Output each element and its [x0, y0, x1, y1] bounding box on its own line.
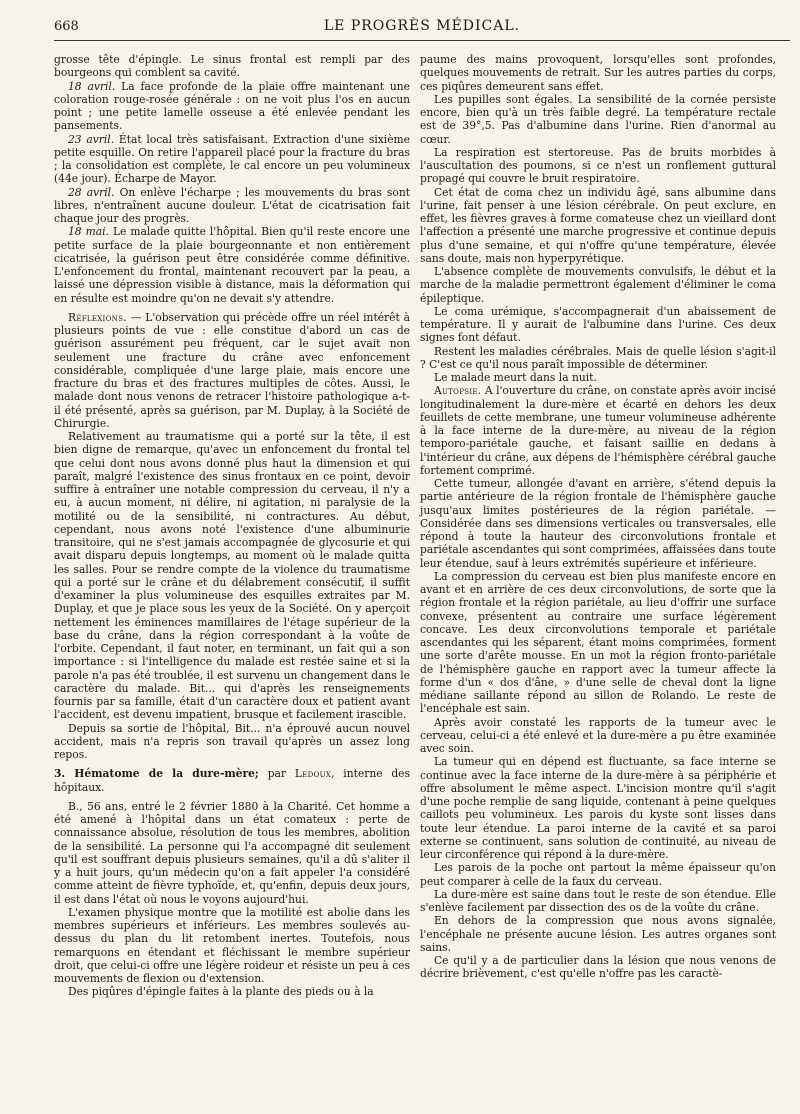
entry-date: 23 avril.	[68, 132, 115, 146]
paragraph: L'absence complète de mouvements convulsifs, le début et la marche de la maladie permettront également d'éliminer le coma épileptique.	[420, 265, 776, 305]
paragraph	[54, 80, 410, 133]
paragraph: Restent les maladies cérébrales. Mais de quelle lésion s'agit-il ? C'est ce qu'il nous paraît impossible de déterminer.	[420, 344, 776, 371]
paragraph: Relativement au traumatisme qui a porté sur la tête, il est bien digne de remarque, qu'avec un enfoncement du frontal tel que celui dont nous avons donné plus haut la dimension et qui paraît, malgré l'existence des sinus frontaux en ce point, devoir suffire à entraîner une notable compression du cerveau, il n'y a eu, à aucun moment, ni délire, ni agitation, ni paralysie de la motilité ou de la sensibilité, ni contractures. Au début, cependant, nous avons noté l'existence d'une albuminurie transitoire, qui ne s'est jamais accompagnée de glycosurie et qui avait disparu depuis longtemps, au moment où le malade quitta les salles. Pour se rendre compte de la violence du traumatisme qui a porté sur le crâne et du délabrement consécutif, il suffit d'examiner la plus volumineuse des esquilles extraites par M. Duplay, et que je place sous les yeux de la Société. On y aperçoit nettement les éminences mamillaires de l'étage supérieur de la base du crâne, dans la région correspondant à la voûte de l'orbite. Cependant, il faut noter, en terminant, un fait qui a son importance : si l'intelligence du malade est restée saine et si la parole n'a pas été troublée, il est survenu un changement dans le caractère du malade. Bit... qui d'après les renseignements fournis par sa famille, était d'un caractère doux et patient avant l'accident, est devenu impatient, brusque et facilement irascible.	[54, 430, 410, 722]
left-column	[54, 53, 410, 999]
entry-date: 18 mai.	[68, 225, 109, 239]
paragraph: La compression du cerveau est bien plus manifeste encore en avant et en arrière de ces deux circonvolutions, de sorte que la région frontale et la région pariétale, au lieu d'offrir une surface convexe, présentent au contraire une surface légèrement concave. Les deux circonvolutions temporale et pariétale ascendantes qui les séparent, étant moins comprimées, forment une sorte d'arête mousse. En un mot la région fronto-pariétale de l'hémisphère gauche en rapport avec la tumeur affecte la forme d'un « dos d'âne, » d'une selle de cheval dont la ligne médiane saillante répond au sillon de Rolando. Le reste de l'encéphale est sain.	[420, 569, 776, 716]
entry-text: État local très satisfaisant. Extraction d'une sixième petite esquille. On retire l'appareil placé pour la fracture du bras ; la consolidation est complète, le cal encore un peu volumineux (44e jour). Écharpe de Mayor.	[54, 132, 410, 186]
paragraph: Cette tumeur, allongée d'avant en arrière, s'étend depuis la partie antérieure de la région frontale de l'hémisphère gauche jusqu'aux limites postérieures de la région pariétale. — Considérée dans ses dimensions verticales ou transversales, elle répond à toute la hauteur des circonvolutions frontale et pariétale ascendantes qui sont comprimées, affaissées dans toute leur étendue, sauf à leurs extrémités supérieure et inférieure.	[420, 477, 777, 570]
paragraph: grosse tête d'épingle. Le sinus frontal est rempli par des bourgeons qui comblent sa cavité.	[54, 53, 410, 80]
article-title: 3. Hématome de la dure-mère;	[54, 767, 259, 781]
entry-date: 18 avril.	[68, 79, 116, 93]
page-header	[54, 18, 790, 41]
paragraph-text: A l'ouverture du crâne, on constate après avoir incisé longitudinalement la dure-mère et écarté en dehors les deux feuillets de cette membrane, une tumeur volumineuse adhérente à la face interne de la dure-mère, au niveau de la région temporo-pariétale gauche, et faisant saillie en dedans à l'intérieur du crâne, aux dépens de l'hémisphère cérébral gauche fortement comprimé.	[420, 384, 776, 477]
paragraph: Les parois de la poche ont partout la même épaisseur qu'on peut comparer à celle de la faux du cerveau.	[420, 861, 776, 888]
paragraph: Cet état de coma chez un individu âgé, sans albumine dans l'urine, fait penser à une lésion cérébrale. On peut exclure, en effet, les fièvres graves à forme comateuse chez un vieillard dont l'affection a présenté une marche progressive et continue depuis plus d'une semaine, et qui n'offre qu'une température, élevée sans doute, mais non hyperpyrétique.	[420, 185, 776, 265]
paragraph: Depuis sa sortie de l'hôpital, Bit... n'a éprouvé aucun nouvel accident, mais n'a repris son travail qu'après un assez long repos.	[54, 721, 410, 761]
article-author: Ledoux	[294, 767, 332, 781]
paragraph	[54, 133, 410, 186]
paragraph	[54, 186, 410, 226]
paragraph: Les pupilles sont égales. La sensibilité de la cornée persiste encore, bien qu'à un très faible degré. La température rectale est de 39°,5. Pas d'albumine dans l'urine. Rien d'anormal au cœur.	[420, 92, 776, 146]
paragraph	[420, 384, 776, 477]
paragraph: La dure-mère est saine dans tout le reste de son étendue. Elle s'enlève facilement par dissection des os de la voûte du crâne.	[420, 887, 776, 914]
paragraph: La respiration est stertoreuse. Pas de bruits morbides à l'auscultation des poumons, si ce n'est un ronflement guttural propagé qui couvre le bruit respiratoire.	[420, 145, 776, 186]
paragraph: Des piqûres d'épingle faites à la plante des pieds ou à la	[68, 985, 374, 999]
entry-text: La face profonde de la plaie offre maintenant une coloration rouge-rosée générale : on ne voit plus l'os en aucun point ; une petite lamelle osseuse a été enlevée pendant les pansements.	[54, 79, 410, 133]
text-columns	[54, 53, 790, 999]
paragraph: Le malade meurt dans la nuit.	[434, 371, 597, 384]
paragraph: En dehors de la compression que nous avons signalée, l'encéphale ne présente aucune lésion. Les autres organes sont sains.	[420, 914, 776, 954]
paragraph: paume des mains provoquent, lorsqu'elles sont profondes, quelques mouvements de retrait. Sur les autres parties du corps, ces piqûres demeurent sans effet.	[420, 53, 776, 93]
article-heading	[54, 767, 410, 794]
entry-text: On enlève l'écharpe ; les mouvements du bras sont libres, n'entraînent aucune douleur. L'état de cicatrisation fait chaque jour des progrès.	[54, 185, 411, 225]
paragraph	[54, 311, 410, 430]
paragraph-text: — L'observation qui précède offre un réel intérêt à plusieurs points de vue : elle constitue d'abord un cas de guérison assurément peu fréquent, car le sujet avait non seulement une fracture du crâne avec enfoncement considérable, compliquée d'une large plaie, mais encore une fracture du bras et des fractures multiples de côtes. Aussi, le malade dont nous venons de retracer l'histoire pathologique a-t-il été présenté, après sa guérison, par M. Duplay, à la Société de Chirurgie.	[54, 310, 410, 430]
paragraph	[54, 225, 410, 305]
section-label: Réflexions.	[68, 310, 127, 324]
entry-date: 28 avril.	[68, 185, 115, 199]
section-label: Autopsie.	[434, 384, 482, 398]
paragraph: Après avoir constaté les rapports de la tumeur avec le cerveau, celui-ci a été enlevé et la dure-mère a pu être examinée avec soin.	[420, 715, 776, 755]
journal-title: LE PROGRÈS MÉDICAL.	[323, 18, 521, 34]
page-number: 668	[54, 19, 79, 34]
article-author-role: , interne des hôpitaux.	[54, 767, 410, 794]
right-column	[420, 53, 776, 999]
paragraph: L'examen physique montre que la motilité est abolie dans les membres supérieurs et inférieurs. Les membres soulevés au-dessus du plan du lit retombent inertes. Toutefois, nous remarquons en étendant et fléchissant le membre supérieur droit, que celui-ci offre une légère roideur et résiste un peu à ces mouvements de flexion ou d'extension.	[54, 905, 410, 985]
paragraph: Le coma urémique, s'accompagnerait d'un abaissement de température. Il y aurait de l'albumine dans l'urine. Ces deux signes font défaut.	[420, 304, 776, 345]
entry-text: Le malade quitte l'hôpital. Bien qu'il reste encore une petite surface de la plaie bourgeonnante et non entièrement cicatrisée, la guérison peut être considérée comme définitive. L'enfoncement du frontal, maintenant recouvert par la peau, a laissé une dépression visible à distance, mais la déformation qui en résulte est moindre qu'on ne devait s'y attendre.	[54, 225, 410, 305]
article-by: par	[258, 767, 295, 781]
paragraph: La tumeur qui en dépend est fluctuante, sa face interne se continue avec la face interne de la dure-mère à sa périphérie et offre absolument le même aspect. L'incision montre qu'il s'agit d'une poche remplie de sang liquide, contenant à peine quelques caillots peu volumineux. Les parois du kyste sont lisses dans toute leur étendue. La paroi interne de la cavité et sa paroi externe se continuent, sans solution de continuité, au niveau de leur circonférence qui répond à la dure-mère.	[420, 755, 776, 861]
paragraph: B., 56 ans, entré le 2 février 1880 à la Charité. Cet homme a été amené à l'hôpital dans un état comateux : perte de connaissance absolue, résolution de tous les membres, abolition de la sensibilité. La personne qui l'a accompagné dit seulement qu'il est souffrant depuis plusieurs semaines, qu'il a dû s'aliter il y a huit jours, qu'un médecin qu'on a fait appeler l'a considéré comme atteint de fièvre typhoïde, et, qu'enfin, depuis deux jours, il est dans l'état où nous le voyons aujourd'hui.	[54, 799, 410, 906]
paragraph: Ce qu'il y a de particulier dans la lésion que nous venons de décrire brièvement, c'est qu'elle n'offre pas les caractè-	[420, 954, 776, 981]
